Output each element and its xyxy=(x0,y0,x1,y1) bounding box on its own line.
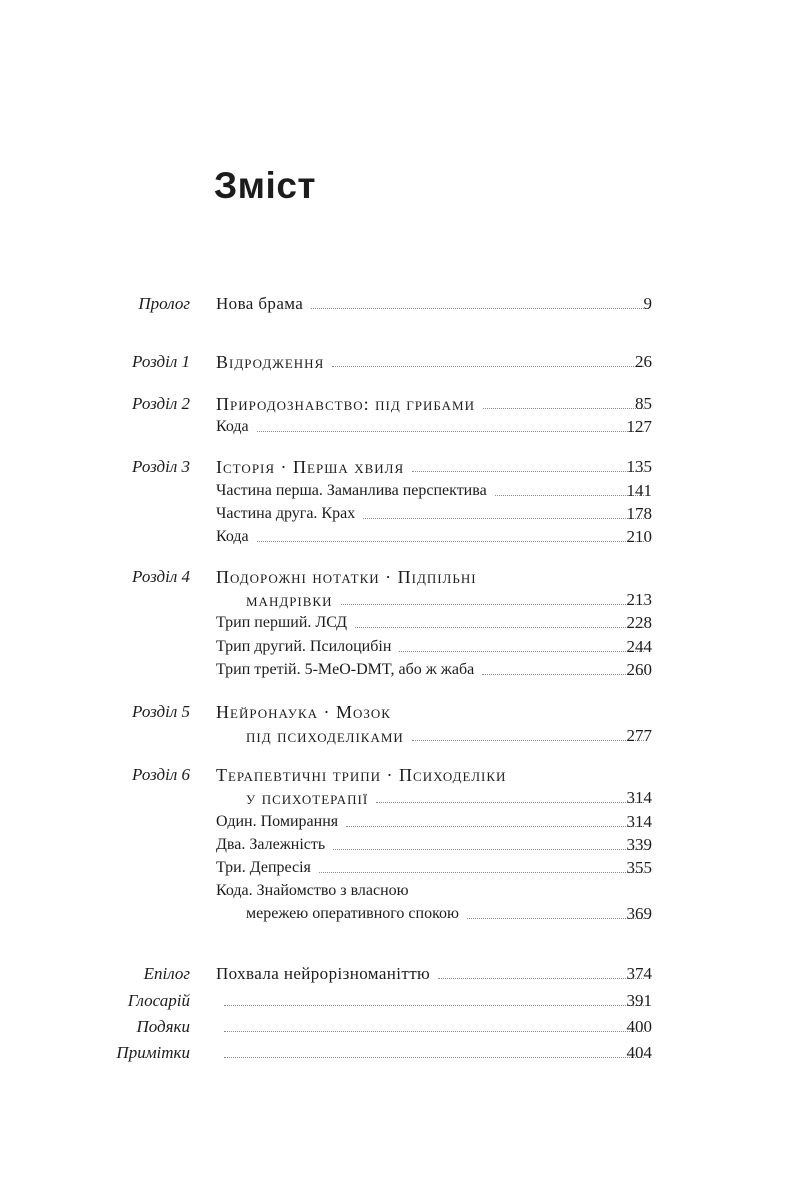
toc-row-sub xyxy=(0,834,800,858)
entry-title: Частина перша. Заманлива перспектива xyxy=(216,482,487,499)
entry-title: Подорожні нотатки · Підпільні xyxy=(216,567,477,587)
entry-title: мережею оперативного спокою xyxy=(246,905,459,922)
toc-row-prologue xyxy=(0,293,800,317)
toc-row-glossary xyxy=(0,990,800,1014)
section-label: Розділ 1 xyxy=(132,352,190,371)
page-number: 369 xyxy=(626,904,652,923)
entry-title: Нова брама xyxy=(216,294,304,313)
toc-row-sub xyxy=(0,612,800,636)
section-label: Розділ 6 xyxy=(132,765,190,784)
page-number: 314 xyxy=(626,788,652,807)
page-number: 374 xyxy=(626,964,652,983)
entry-title: Два. Залежність xyxy=(216,836,326,853)
toc-row-chapter-2 xyxy=(0,393,800,417)
toc-row-sub xyxy=(0,503,800,527)
section-label: Пролог xyxy=(138,294,190,313)
toc-row-sub xyxy=(0,526,800,550)
toc-row-sub xyxy=(0,880,800,904)
page-number: 339 xyxy=(626,835,652,854)
toc-row-continuation xyxy=(0,903,800,927)
entry-title: у психотерапії xyxy=(246,788,369,808)
entry-title: Трип другий. Псилоцибін xyxy=(216,638,392,655)
page-number: 228 xyxy=(626,613,652,632)
page-title: Зміст xyxy=(214,165,317,206)
toc-row-chapter-4 xyxy=(0,566,800,590)
toc-row-chapter-3 xyxy=(0,456,800,480)
page-number: 26 xyxy=(635,352,652,371)
toc-entry[interactable] xyxy=(216,881,652,901)
entry-title: під психоделіками xyxy=(246,726,404,746)
section-label: Подяки xyxy=(136,1017,190,1036)
page-number: 135 xyxy=(626,457,652,476)
toc-row-acknowledgments xyxy=(0,1016,800,1040)
page-number: 178 xyxy=(626,504,652,523)
page-number: 127 xyxy=(626,417,652,436)
entry-title: Відродження xyxy=(216,352,325,372)
entry-title: Історія · Перша хвиля xyxy=(216,457,405,477)
section-label: Примітки xyxy=(116,1043,190,1062)
page-number: 391 xyxy=(626,991,652,1010)
section-label: Розділ 3 xyxy=(132,457,190,476)
page-number: 85 xyxy=(635,394,652,413)
entry-title: Трип третій. 5-MeO-DMT, або ж жаба xyxy=(216,661,475,678)
toc-row-sub xyxy=(0,636,800,660)
toc-entry[interactable] xyxy=(216,702,652,722)
entry-title: Природознавство: під грибами xyxy=(216,394,475,414)
entry-title: Частина друга. Крах xyxy=(216,505,356,522)
toc-row-chapter-5 xyxy=(0,701,800,725)
toc-row-epilogue xyxy=(0,963,800,987)
entry-title: Три. Депресія xyxy=(216,859,311,876)
page-number: 277 xyxy=(626,726,652,745)
page-number: 260 xyxy=(626,660,652,679)
toc-row-sub xyxy=(0,811,800,835)
section-label: Розділ 2 xyxy=(132,394,190,413)
toc-row-sub xyxy=(0,416,800,440)
entry-title: Кода xyxy=(216,528,249,545)
section-label: Глосарій xyxy=(127,991,190,1010)
toc-row-continuation xyxy=(0,589,800,613)
page-number: 244 xyxy=(626,637,652,656)
section-label: Розділ 5 xyxy=(132,702,190,721)
toc-entry[interactable] xyxy=(216,567,652,587)
toc-row-continuation xyxy=(0,725,800,749)
page-number: 213 xyxy=(626,590,652,609)
entry-title: Один. Помирання xyxy=(216,813,339,830)
toc-row-chapter-6 xyxy=(0,764,800,788)
toc-row-continuation xyxy=(0,787,800,811)
section-label: Розділ 4 xyxy=(132,567,190,586)
toc-row-notes xyxy=(0,1042,800,1066)
toc-row-sub xyxy=(0,857,800,881)
toc-row-sub xyxy=(0,659,800,683)
entry-title: Терапевтичні трипи · Психоделіки xyxy=(216,765,507,785)
section-label: Епілог xyxy=(143,964,190,983)
entry-title: Похвала нейрорізноманіттю xyxy=(216,964,431,983)
page-number: 141 xyxy=(626,481,652,500)
toc-entry[interactable] xyxy=(216,765,652,785)
entry-title: Кода. Знайомство з власною xyxy=(216,882,409,899)
page-number: 210 xyxy=(626,527,652,546)
page-number: 400 xyxy=(626,1017,652,1036)
toc-row-chapter-1 xyxy=(0,351,800,375)
page-number: 404 xyxy=(626,1043,652,1062)
toc-row-sub xyxy=(0,480,800,504)
page-number: 314 xyxy=(626,812,652,831)
page-number: 9 xyxy=(643,294,652,313)
entry-title: Трип перший. ЛСД xyxy=(216,614,348,631)
page-number: 355 xyxy=(626,858,652,877)
entry-title: Нейронаука · Мозок xyxy=(216,702,391,722)
entry-title: Кода xyxy=(216,418,249,435)
entry-title: мандрівки xyxy=(246,590,333,610)
